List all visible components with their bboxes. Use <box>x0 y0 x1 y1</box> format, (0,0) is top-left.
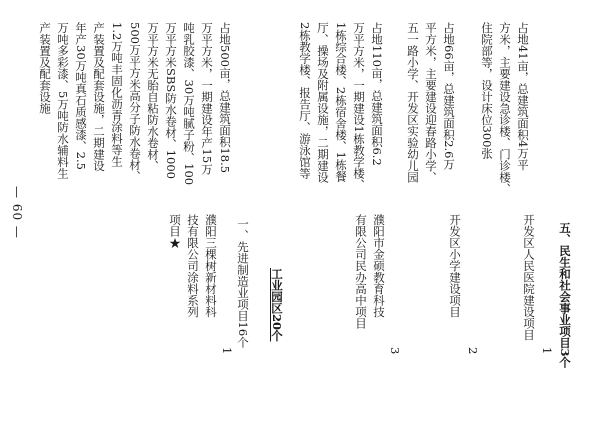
item-name-hospital: 开发区人民医院建设项目 <box>522 214 536 341</box>
section-heading-social: 五、民生和社会事业项目3个 <box>558 222 572 369</box>
item-name-coatings: 濮阳三棵树新材料科 技有限公司涂料系列 项目★ <box>168 214 218 318</box>
item-name-highschool: 濮阳市金硕教育科技 有限公司民办高中项目 <box>354 214 386 329</box>
item-desc-coatings: 占地500亩，总建筑面积18.5 万平方米，一期建设年产15万 吨乳胶漆、30万吨腻子粉、100 万平方米SBS防水卷材、1000 万平方米无胎自粘防水卷材、 500万平方米高分子防水卷材、 1.2万吨丰固化沥青涂料等生 产装置及配套设施，二期建设 年产30万吨真石质感漆、2.5 万吨多彩漆、5万吨防水辅料生 产装置及配套设施 <box>38 22 232 186</box>
item-desc-hospital: 占地41亩，总建筑面积4万平 方米，主要建设急诊楼、门诊楼、 住院部等，设计床位300张 <box>480 22 530 195</box>
item-desc-highschool: 占地110亩，总建筑面积6.2 万平方米，一期建设1栋教学楼、 1栋综合楼、2栋宿舍楼、1栋餐 厅、操场及附属设施，二期建设 2栋教学楼、报告厅、游泳馆等 <box>298 22 384 191</box>
section-heading-advanced: 一、先进制造业项目16个 <box>236 218 250 348</box>
item-name-schools: 开发区小学建设项目 <box>448 214 462 318</box>
item-number: 2 <box>466 347 480 355</box>
item-number: 3 <box>388 347 402 355</box>
section-heading-industry: 工业园区20个 <box>270 268 284 342</box>
item-number: 1 <box>540 347 554 355</box>
page-number: — 60 — <box>10 186 24 239</box>
item-number: 1 <box>220 347 234 355</box>
item-desc-schools: 占地66亩，总建筑面积2.6万 平方米，主要建设迎春路小学、 五一路小学、开发区实验幼儿园 <box>406 22 456 183</box>
